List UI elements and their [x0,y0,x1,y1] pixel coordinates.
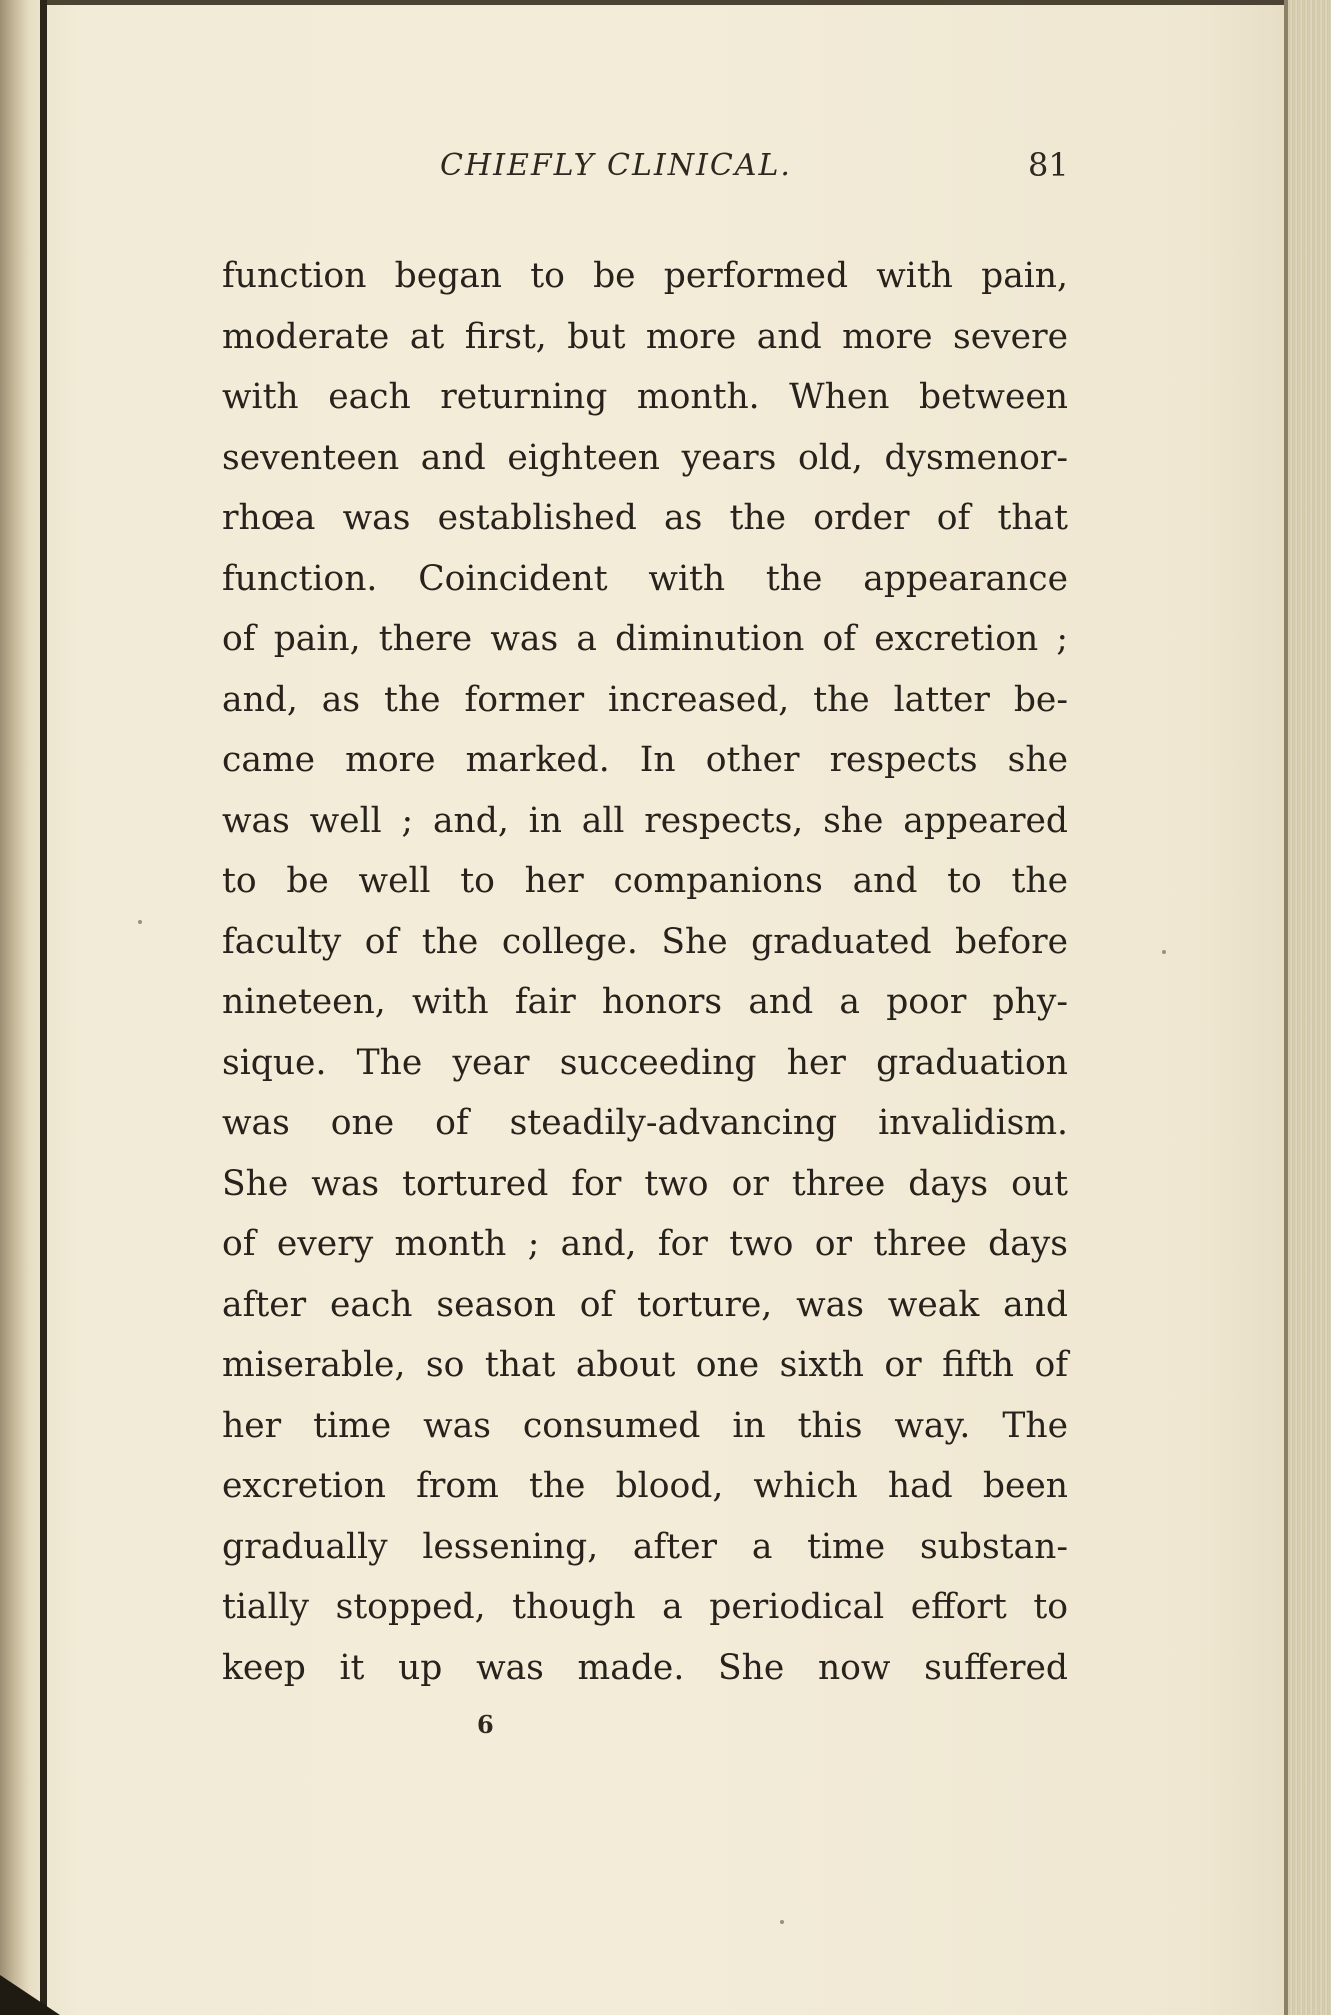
text-line: was well ; and, in all respects, she appeared [222,800,1068,841]
text-line: gradually lessening, after a time substan- [222,1526,1068,1567]
text-line: sique. The year succeeding her graduation [222,1042,1068,1083]
text-line: faculty of the college. She graduated before [222,921,1068,962]
text-line: She was tortured for two or three days out [222,1163,1068,1204]
text-line: excretion from the blood, which had been [222,1466,1068,1506]
text-line: function. Coincident with the appearance [222,558,1068,599]
text-line: tially stopped, though a periodical effort to [222,1587,1068,1627]
text-line: and, as the former increased, the latter be- [222,679,1068,720]
text-line: of every month ; and, for two or three days [222,1224,1068,1264]
text-line: seventeen and eighteen years old, dysmenor- [222,437,1068,478]
signature-mark: 6 [477,1710,494,1739]
paper-speck [1162,950,1166,954]
page-corner-shadow [0,1975,60,2015]
text-line: function began to be performed with pain, [222,256,1068,296]
text-line: nineteen, with fair honors and a poor phy- [222,982,1068,1022]
text-line: came more marked. In other respects she [222,740,1068,780]
text-line: after each season of torture, was weak and [222,1284,1068,1325]
page-binding-edge [40,0,47,2015]
text-line: of pain, there was a diminution of excretion ; [222,619,1068,659]
text-line: to be well to her companions and to the [222,861,1068,901]
text-line: with each returning month. When between [222,377,1068,417]
paper-speck [780,1920,784,1924]
text-line: moderate at first, but more and more severe [222,316,1068,357]
text-line: rhœa was established as the order of that [222,498,1068,538]
text-line: was one of steadily-advancing invalidism. [222,1103,1068,1143]
running-head: CHIEFLY CLINICAL. [440,148,792,183]
page-number: 81 [1028,146,1069,184]
page-top-edge [47,0,1307,5]
text-line: her time was consumed in this way. The [222,1405,1068,1446]
paper-speck [138,920,142,924]
text-line: keep it up was made. She now suffered [222,1647,1068,1688]
body-text [222,246,1068,1698]
page-stack-edge [1288,0,1331,2015]
text-line: miserable, so that about one sixth or fifth of [222,1345,1068,1385]
